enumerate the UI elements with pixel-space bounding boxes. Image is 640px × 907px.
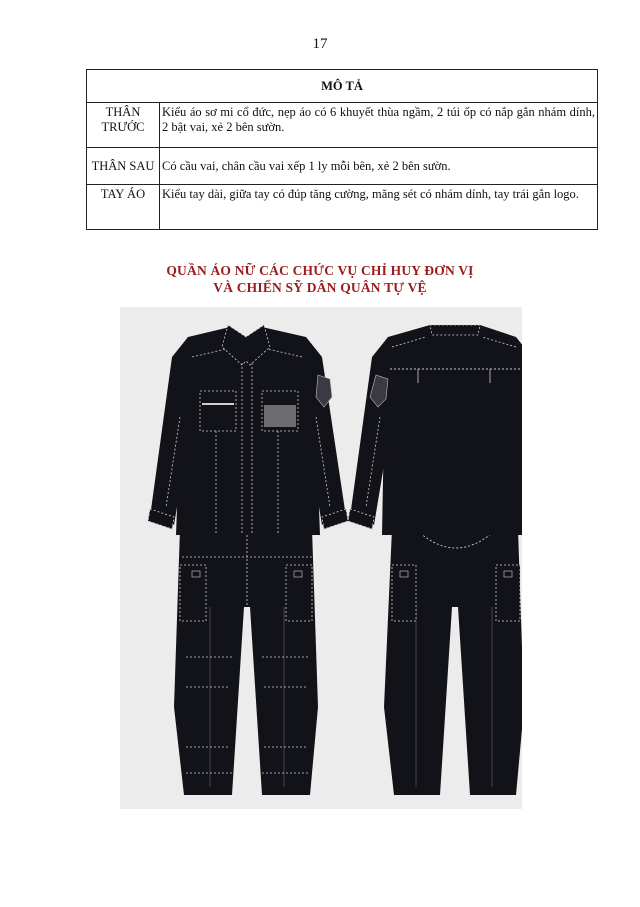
row-label-back: THÂN SAU [87, 148, 160, 185]
row-label-front: THÂN TRƯỚC [87, 103, 160, 148]
table-row [87, 103, 598, 148]
page-number: 17 [312, 36, 328, 52]
row-text-back: Có cầu vai, chân cầu vai xếp 1 ly mỗi bên, xẻ 2 bên sườn. [160, 148, 598, 185]
section-title [0, 262, 640, 296]
row-label-sleeve: TAY ÁO [87, 185, 160, 230]
table-header: MÔ TẢ [87, 70, 598, 103]
table-row [87, 185, 598, 230]
uniform-illustration [120, 307, 522, 809]
row-text-front: Kiểu áo sơ mi cổ đức, nẹp áo có 6 khuyết thùa ngầm, 2 túi ốp có nắp gắn nhám dính, 2 bật vai, xẻ 2 bên sườn. [160, 103, 598, 148]
uniform-back-icon [348, 325, 522, 795]
uniform-front-icon [148, 325, 348, 795]
section-title-line2: VÀ CHIẾN SỸ DÂN QUÂN TỰ VỆ [213, 280, 427, 295]
row-text-sleeve: Kiểu tay dài, giữa tay có đúp tăng cường, măng sét có nhám dính, tay trái gắn logo. [160, 185, 598, 230]
description-table [86, 69, 598, 230]
table-row [87, 148, 598, 185]
section-title-line1: QUẦN ÁO NỮ CÁC CHỨC VỤ CHỈ HUY ĐƠN VỊ [166, 263, 474, 278]
